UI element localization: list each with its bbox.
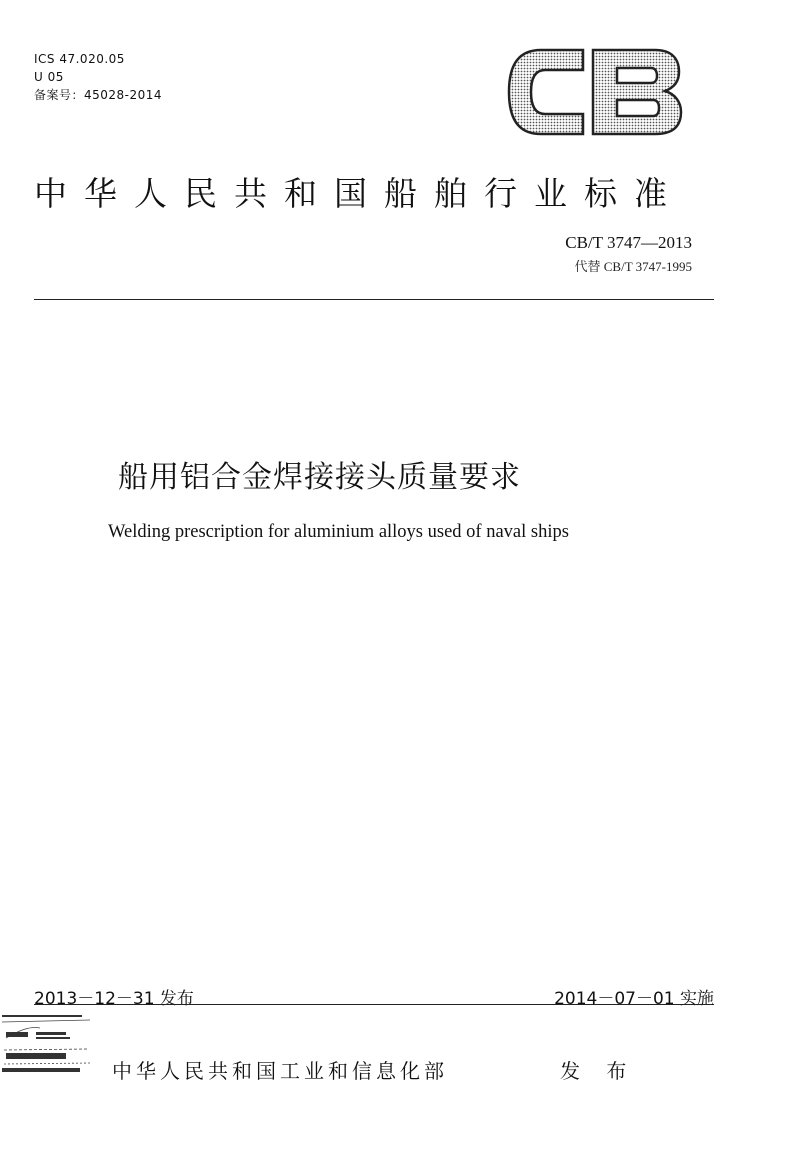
industry-standard-title: 中华人民共和国船舶行业标准 <box>34 174 684 213</box>
ntecc-stamp-icon <box>0 1014 96 1080</box>
footer-divider <box>34 1004 714 1005</box>
record-number: 备案号：45028-2014 <box>34 88 163 102</box>
header-divider <box>34 299 714 300</box>
classification-codes <box>34 50 162 104</box>
replaces-standard: 代替 CB/T 3747-1995 <box>574 259 692 274</box>
standard-number: CB/T 3747—2013 <box>565 233 692 252</box>
ccs-code: U 05 <box>34 70 64 84</box>
document-title-en: Welding prescription for aluminium alloys used of naval ships <box>108 522 569 542</box>
issue-date: 2013－12－31 发布 <box>34 989 194 1009</box>
cb-logo-icon <box>505 46 685 138</box>
ics-code: ICS 47.020.05 <box>34 52 125 66</box>
issuing-authority: 中华人民共和国工业和信息化部 <box>112 1059 448 1083</box>
document-title-cn: 船用铝合金焊接接头质量要求 <box>118 460 521 495</box>
implementation-date: 2014－07－01 实施 <box>554 989 714 1009</box>
issue-label: 发 布 <box>560 1059 637 1083</box>
